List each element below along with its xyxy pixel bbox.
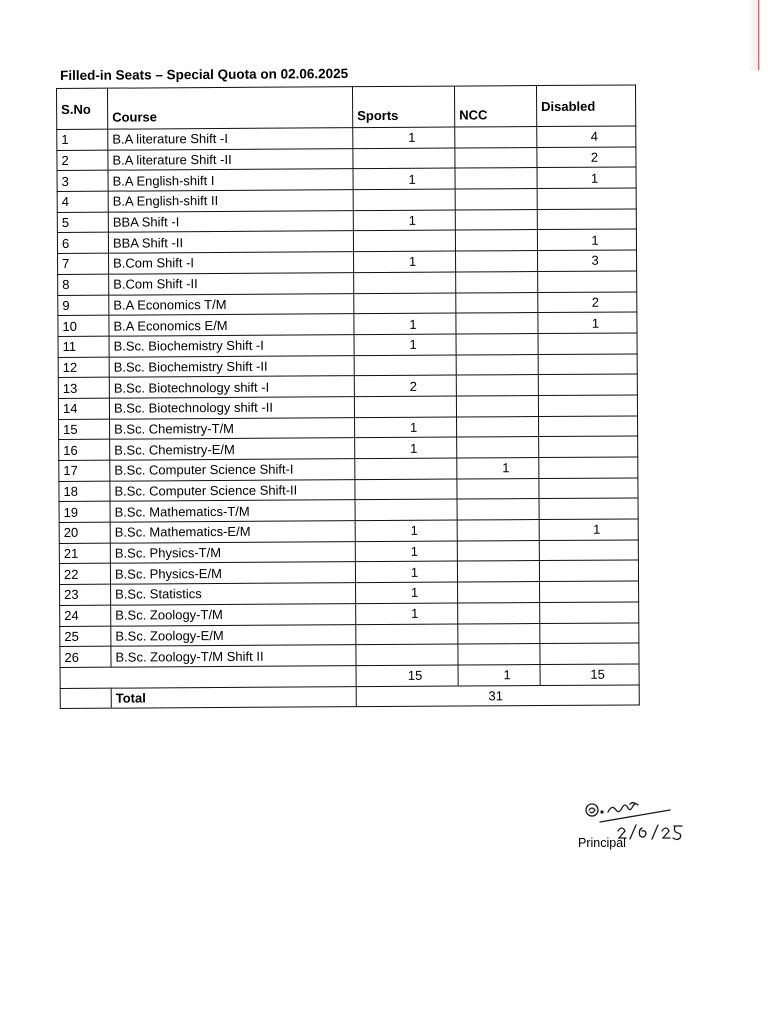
disabled-cell: 1 (537, 167, 636, 188)
document-title: Filled-in Seats – Special Quota on 02.06.2025 (60, 65, 349, 83)
ncc-cell (458, 644, 540, 665)
disabled-cell (538, 395, 637, 416)
course-cell: B.A literature Shift -I (108, 128, 353, 150)
sno-cell: 15 (59, 419, 110, 440)
sports-cell: 1 (354, 334, 456, 355)
ncc-cell (458, 623, 540, 644)
ncc-cell (455, 147, 537, 168)
sports-cell: 1 (354, 313, 456, 334)
sno-cell: 1 (57, 129, 108, 150)
header-ncc: NCC (454, 86, 536, 128)
sports-cell: 1 (353, 127, 455, 148)
disabled-cell (539, 540, 638, 561)
ncc-cell (456, 395, 538, 416)
sports-cell: 1 (356, 603, 458, 624)
ncc-cell (457, 520, 539, 541)
ncc-cell (455, 168, 537, 189)
table-body (57, 126, 639, 667)
disabled-cell (539, 416, 638, 437)
ncc-cell (455, 127, 537, 148)
sports-cell: 2 (354, 375, 456, 396)
disabled-cell: 1 (537, 229, 636, 250)
sno-cell: 9 (58, 295, 109, 316)
course-cell: B.A English-shift II (108, 190, 353, 212)
summary-body (60, 664, 639, 709)
ncc-cell (457, 499, 539, 520)
sno-cell: 19 (59, 502, 110, 523)
sports-cell (356, 644, 458, 665)
sports-cell: 1 (353, 210, 455, 231)
sno-cell: 17 (59, 460, 110, 481)
course-cell: B.Sc. Computer Science Shift-II (110, 479, 355, 501)
course-cell: B.Sc. Chemistry-E/M (110, 438, 355, 460)
sno-cell: 13 (58, 377, 109, 398)
sports-cell: 1 (354, 251, 456, 272)
sports-cell (353, 148, 455, 169)
subtotal-label-cell (60, 666, 356, 688)
header-sports: Sports (352, 86, 454, 128)
header-disabled: Disabled (536, 85, 635, 127)
disabled-cell (540, 643, 639, 664)
sno-cell: 5 (57, 212, 108, 233)
ncc-cell (457, 478, 539, 499)
disabled-cell (540, 622, 639, 643)
course-cell: B.A Economics T/M (109, 293, 354, 315)
course-cell: B.Sc. Zoology-E/M (111, 624, 356, 646)
subtotal-ncc: 1 (458, 664, 540, 685)
disabled-cell: 4 (537, 126, 636, 147)
disabled-cell (538, 354, 637, 375)
ncc-cell (456, 271, 538, 292)
ncc-cell (456, 251, 538, 272)
sno-cell: 8 (58, 274, 109, 295)
signature-block (578, 798, 698, 854)
sports-cell: 1 (356, 582, 458, 603)
sports-cell (355, 458, 457, 479)
ncc-cell (455, 230, 537, 251)
course-cell: B.Sc. Computer Science Shift-I (110, 459, 355, 481)
course-cell: B.Sc. Zoology-T/M (111, 603, 356, 625)
disabled-cell (539, 457, 638, 478)
sports-cell (354, 293, 456, 314)
disabled-cell (539, 436, 638, 457)
sports-cell (355, 499, 457, 520)
sno-cell: 3 (57, 171, 108, 192)
disabled-cell (537, 188, 636, 209)
ncc-cell (456, 333, 538, 354)
sno-cell: 12 (58, 357, 109, 378)
sno-cell: 10 (58, 315, 109, 336)
ncc-cell (458, 602, 540, 623)
ncc-cell (456, 292, 538, 313)
sports-cell: 1 (355, 561, 457, 582)
disabled-cell: 1 (539, 519, 638, 540)
principal-label: Principal (578, 836, 626, 850)
sno-cell: 6 (57, 233, 108, 254)
ncc-cell (456, 313, 538, 334)
sports-cell (353, 189, 455, 210)
course-cell: B.Sc. Biochemistry Shift -II (109, 355, 354, 377)
disabled-cell (538, 271, 637, 292)
course-cell: B.A English-shift I (108, 169, 353, 191)
sno-cell: 2 (57, 150, 108, 171)
sports-cell: 1 (355, 417, 457, 438)
course-cell: B.Sc. Physics-E/M (110, 562, 355, 584)
sno-cell: 21 (59, 543, 110, 564)
page-edge-mark (748, 0, 768, 70)
header-sno: S.No (57, 88, 108, 129)
course-cell: BBA Shift -I (108, 210, 353, 232)
course-cell: B.A Economics E/M (109, 314, 354, 336)
sno-cell: 11 (58, 336, 109, 357)
sno-cell: 25 (60, 626, 111, 647)
disabled-cell: 1 (538, 312, 637, 333)
ncc-cell (457, 540, 539, 561)
course-cell: B.Sc. Zoology-T/M Shift II (111, 645, 356, 667)
disabled-cell (539, 560, 638, 581)
sports-cell (353, 231, 455, 252)
course-cell: B.Com Shift -I (109, 252, 354, 274)
course-cell: BBA Shift -II (108, 231, 353, 253)
ncc-cell (455, 189, 537, 210)
total-spacer (60, 688, 111, 709)
sports-cell (354, 396, 456, 417)
sno-cell: 20 (59, 522, 110, 543)
subtotal-disabled: 15 (540, 664, 639, 685)
sno-cell: 23 (60, 584, 111, 605)
course-cell: B.Sc. Mathematics-E/M (110, 521, 355, 543)
sports-cell: 1 (355, 437, 457, 458)
sports-cell: 1 (355, 541, 457, 562)
sno-cell: 18 (59, 481, 110, 502)
disabled-cell: 2 (537, 147, 636, 168)
disabled-cell (538, 333, 637, 354)
sports-cell (356, 624, 458, 645)
course-cell: B.Sc. Biotechnology shift -I (109, 376, 354, 398)
sno-cell: 4 (57, 191, 108, 212)
sno-cell: 16 (59, 439, 110, 460)
disabled-cell: 3 (538, 250, 637, 271)
sports-cell (355, 479, 457, 500)
disabled-cell: 2 (538, 291, 637, 312)
ncc-cell: 1 (457, 458, 539, 479)
ncc-cell (458, 582, 540, 603)
total-label: Total (111, 686, 356, 708)
sno-cell: 26 (60, 646, 111, 667)
disabled-cell (539, 478, 638, 499)
ncc-cell (457, 561, 539, 582)
course-cell: B.Sc. Biotechnology shift -II (109, 397, 354, 419)
ncc-cell (457, 416, 539, 437)
course-cell: B.A literature Shift -II (108, 148, 353, 170)
sports-cell: 1 (353, 168, 455, 189)
sno-cell: 22 (59, 564, 110, 585)
sports-cell (354, 355, 456, 376)
ncc-cell (455, 209, 537, 230)
sports-cell: 1 (355, 520, 457, 541)
course-cell: B.Com Shift -II (109, 272, 354, 294)
sports-cell (354, 272, 456, 293)
disabled-cell (537, 209, 636, 230)
disabled-cell (540, 581, 639, 602)
sno-cell: 24 (60, 605, 111, 626)
header-course: Course (108, 87, 353, 129)
sno-cell: 14 (58, 398, 109, 419)
total-row (60, 685, 639, 709)
ncc-cell (456, 375, 538, 396)
course-cell: B.Sc. Biochemistry Shift -I (109, 335, 354, 357)
sno-cell: 7 (58, 253, 109, 274)
course-cell: B.Sc. Mathematics-T/M (110, 500, 355, 522)
course-cell: B.Sc. Physics-T/M (110, 541, 355, 563)
quota-table (56, 84, 640, 709)
quota-table-wrapper (56, 84, 639, 709)
course-cell: B.Sc. Chemistry-T/M (110, 417, 355, 439)
disabled-cell (538, 374, 637, 395)
course-cell: B.Sc. Statistics (111, 583, 356, 605)
ncc-cell (457, 437, 539, 458)
disabled-cell (539, 498, 638, 519)
total-value: 31 (356, 685, 639, 707)
disabled-cell (540, 602, 639, 623)
subtotal-sports: 15 (356, 665, 458, 686)
ncc-cell (456, 354, 538, 375)
header-row (57, 85, 636, 130)
